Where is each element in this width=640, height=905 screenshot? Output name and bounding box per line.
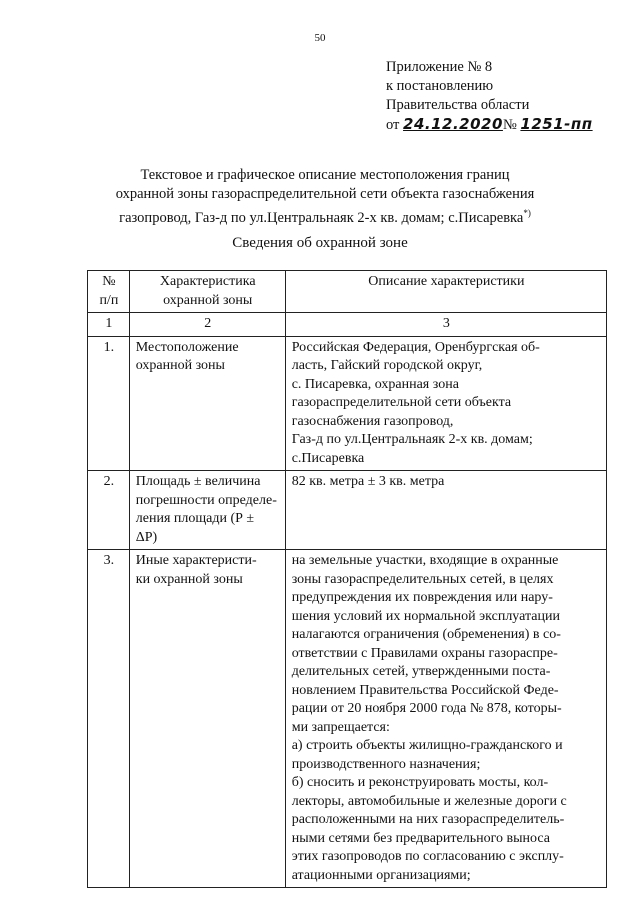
appendix-block [386, 58, 616, 135]
row-characteristic [129, 471, 285, 550]
date-prefix: от [386, 117, 400, 133]
cell-line: расположенными на них газораспределитель- [291, 812, 565, 827]
cell-line: с.Писаревка [291, 450, 365, 466]
cell-line: Площадь ± величина [135, 474, 261, 489]
cell-line: а) строить объекты жилищно-гражданского и [291, 738, 563, 753]
row-characteristic [129, 336, 285, 471]
cell-line: производственного назначения; [291, 756, 481, 772]
handwritten-number: 1251-пп [520, 115, 593, 133]
header-description: Описание характеристики [285, 271, 606, 313]
header-characteristic [129, 271, 285, 313]
cell-line: предупреждения их повреждения или нару- [291, 590, 553, 605]
cell-line: ными сетями без предварительного выноса [291, 830, 550, 846]
cell-line: ми запрещается: [291, 719, 390, 735]
cell-line: газораспределительной сети объекта [291, 395, 512, 410]
cell-line: делительных сетей, утвержденными поста- [291, 664, 551, 679]
cell-line: на земельные участки, входящие в охранные [291, 553, 559, 568]
header-text: Характеристика [159, 274, 256, 289]
header-num [88, 271, 130, 313]
cell-line: ΔР) [135, 529, 158, 545]
cell-line: газоснабжения газопровод, [291, 413, 454, 429]
cell-line: Газ-д по ул.Центральнаяк 2-х кв. домам; [291, 432, 533, 447]
row-description [285, 550, 606, 888]
cell-line: шения условий их нормальной эксплуатации [291, 608, 560, 624]
table-row [88, 336, 607, 471]
cell-line: налагаются ограничения (обременения) в со- [291, 627, 561, 642]
cell-line: Местоположение [135, 339, 239, 355]
cell-line: с. Писаревка, охранная зона [291, 376, 459, 392]
cell-line: погрешности определе- [135, 492, 277, 508]
appendix-line: Приложение № 8 [386, 59, 493, 75]
cell-line: Российская Федерация, Оренбургская об- [291, 339, 540, 355]
column-number: 3 [285, 313, 606, 337]
appendix-date-line [386, 115, 616, 135]
cell-line: ки охранной зоны [135, 571, 243, 587]
section-title: Сведения об охранной зоне [232, 235, 408, 251]
row-number: 1. [88, 336, 130, 471]
title-line-text: газопровод, Газ-д по ул.Центральнаяк 2-х кв. домам; с.Писаревка [119, 209, 524, 226]
appendix-line: к постановлению [386, 78, 494, 94]
cell-line: б) сносить и реконструировать мосты, кол- [291, 775, 549, 790]
table-row [88, 471, 607, 550]
title-line: Текстовое и графическое описание местоположения границ [140, 167, 510, 183]
title-line: охранной зоны газораспределительной сети объекта газоснабжения [115, 186, 535, 202]
cell-line: ласть, Гайский городской округ, [291, 358, 483, 373]
row-description [285, 471, 606, 550]
column-number-row [88, 313, 607, 337]
cell-line: новлением Правительства Российской Феде- [291, 682, 559, 698]
cell-line: атационными организациями; [291, 867, 471, 883]
handwritten-date: 24.12.2020 [403, 115, 503, 133]
page-number: 50 [314, 32, 326, 44]
header-text: п/п [99, 292, 119, 308]
cell-line: ления площади (Р ± [135, 511, 255, 526]
cell-line: этих газопроводов по согласованию с эксплу- [291, 849, 564, 864]
table-row [88, 550, 607, 888]
cell-line: зоны газораспределительных сетей, в целях [291, 571, 554, 587]
table-header-row [88, 271, 607, 313]
cell-line: ответствии с Правилами охраны газораспре- [291, 645, 558, 661]
title-line [90, 204, 560, 228]
header-text: № [102, 274, 116, 289]
row-number: 2. [88, 471, 130, 550]
cell-line: 82 кв. метра ± 3 кв. метра [291, 474, 445, 489]
row-number: 3. [88, 550, 130, 888]
column-number: 1 [88, 313, 130, 337]
row-characteristic [129, 550, 285, 888]
cell-line: рации от 20 ноября 2000 года № 878, которы- [291, 701, 562, 716]
document-title [90, 166, 560, 228]
cell-line: лекторы, автомобильные и железные дороги с [291, 793, 567, 809]
column-number: 2 [129, 313, 285, 337]
appendix-line: Правительства области [386, 97, 530, 113]
row-description [285, 336, 606, 471]
protection-zone-table [87, 270, 607, 888]
number-sign: № [502, 117, 517, 133]
header-text: охранной зоны [163, 292, 253, 308]
cell-line: охранной зоны [135, 358, 225, 373]
cell-line: Иные характеристи- [135, 553, 257, 568]
footnote-mark: *) [523, 208, 531, 218]
